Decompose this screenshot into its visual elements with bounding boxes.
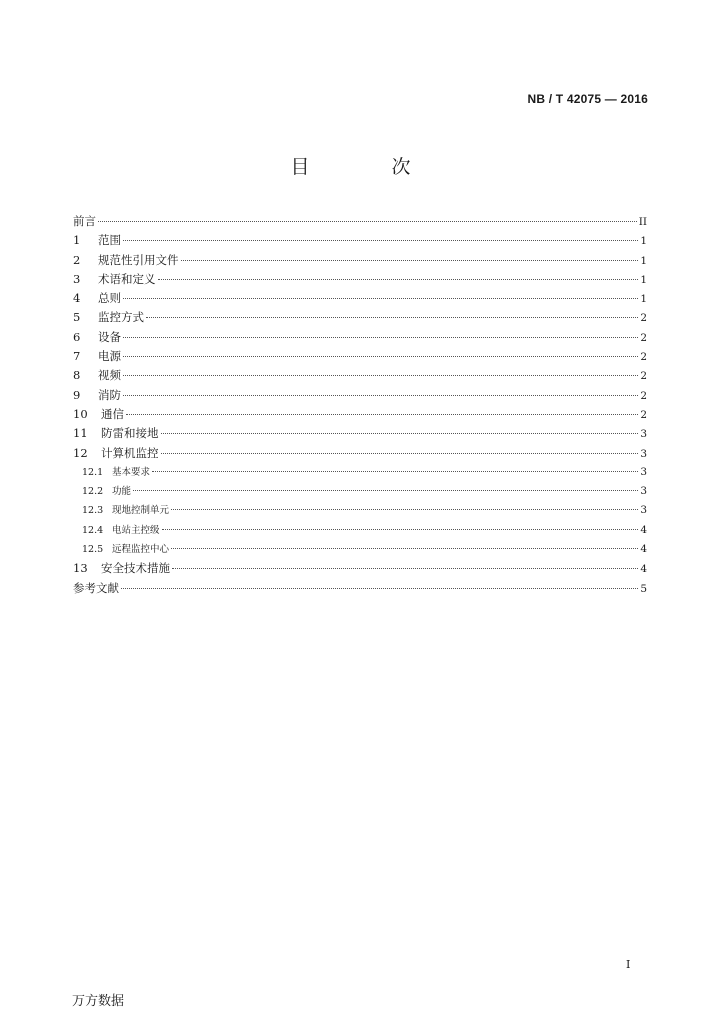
toc-leader	[161, 433, 639, 434]
toc-leader	[123, 298, 638, 299]
toc-number: 3	[73, 271, 81, 286]
toc-leader	[181, 260, 639, 261]
toc-number: 10	[73, 406, 88, 421]
toc-label: 前言	[73, 214, 96, 228]
toc-number: 12.4	[82, 524, 104, 536]
toc-page: 4	[640, 523, 647, 536]
toc-entry-12-4[interactable]	[73, 522, 647, 541]
toc-entry-5[interactable]	[73, 309, 647, 328]
toc-page: 1	[640, 254, 647, 267]
toc-leader	[161, 453, 639, 454]
toc-label: 功能	[112, 486, 132, 498]
toc-entry-10[interactable]	[73, 406, 647, 425]
toc-number: 6	[73, 329, 81, 344]
toc-entry-12-3[interactable]	[73, 502, 647, 521]
toc-number: 7	[73, 349, 81, 364]
toc-number: 13	[73, 561, 88, 576]
toc-number: 4	[73, 291, 81, 306]
toc-number: 12.5	[82, 544, 104, 556]
toc-label: 远程监控中心	[112, 544, 170, 556]
toc-leader	[171, 548, 638, 549]
toc-number: 9	[73, 387, 81, 402]
toc-entry-12[interactable]	[73, 445, 647, 464]
toc-page: 3	[640, 447, 647, 460]
toc-leader	[126, 414, 638, 415]
page-title: 目 次	[290, 156, 449, 178]
toc-number: 1	[73, 233, 81, 248]
toc-page: 3	[640, 504, 647, 517]
toc-label: 消防	[98, 387, 121, 402]
toc-entry-9[interactable]	[73, 387, 647, 406]
toc-number: 5	[73, 310, 81, 325]
toc-number: 12.2	[82, 486, 104, 498]
toc-number: 12	[73, 445, 88, 460]
toc-page: 4	[640, 543, 647, 556]
toc-entry-2[interactable]	[73, 252, 647, 271]
toc-label: 监控方式	[98, 310, 144, 325]
toc-page: 3	[640, 465, 647, 478]
toc-leader	[146, 317, 638, 318]
toc-entry-3[interactable]	[73, 271, 647, 290]
toc-label: 基本要求	[112, 466, 151, 478]
toc-page: 2	[640, 370, 647, 383]
toc-label: 规范性引用文件	[98, 252, 179, 267]
toc-number: 11	[73, 426, 88, 441]
toc-page: 1	[640, 293, 647, 306]
toc-leader	[123, 375, 638, 376]
toc-label: 术语和定义	[98, 271, 156, 286]
watermark-text: 万方数据	[72, 994, 125, 1009]
toc-entry-8[interactable]	[73, 367, 647, 386]
toc-label: 参考文献	[73, 580, 119, 595]
toc-label: 电源	[98, 349, 121, 364]
toc-number: 12.3	[82, 505, 104, 517]
toc-page: 4	[640, 563, 647, 576]
toc-leader	[123, 240, 638, 241]
toc-number: 12.1	[82, 466, 104, 478]
toc-entry-7[interactable]	[73, 348, 647, 367]
toc-page: 1	[640, 235, 647, 248]
toc-page: 1	[640, 273, 647, 286]
toc-number: 2	[73, 252, 81, 267]
toc-leader	[172, 568, 638, 569]
toc-entry-foreword[interactable]	[73, 213, 647, 232]
toc-entry-1[interactable]	[73, 232, 647, 251]
toc-leader	[162, 529, 638, 530]
toc-number: 8	[73, 368, 81, 383]
toc-leader	[123, 337, 638, 338]
toc-label: 通信	[101, 406, 124, 421]
toc-label: 现地控制单元	[112, 505, 170, 517]
toc-entry-11[interactable]	[73, 425, 647, 444]
toc-leader	[171, 509, 638, 510]
toc-label: 范围	[98, 233, 121, 248]
toc-entry-4[interactable]	[73, 290, 647, 309]
toc-label: 计算机监控	[101, 445, 159, 460]
toc-label: 电站主控级	[112, 524, 160, 536]
toc-page: 2	[640, 389, 647, 402]
toc-entry-12-1[interactable]	[73, 464, 647, 483]
toc-entry-references[interactable]	[73, 580, 647, 599]
toc-page: 2	[640, 351, 647, 364]
toc-label: 视频	[98, 368, 121, 383]
toc-leader	[158, 279, 639, 280]
toc-entry-6[interactable]	[73, 329, 647, 348]
toc-page: 5	[640, 582, 647, 595]
toc-label: 设备	[98, 329, 121, 344]
toc-label: 总则	[98, 291, 121, 306]
toc-label: 防雷和接地	[101, 426, 159, 441]
toc-page: 2	[640, 408, 647, 421]
toc-page: 3	[640, 428, 647, 441]
toc-label: 安全技术措施	[101, 561, 170, 576]
toc-page: II	[638, 216, 647, 228]
toc-page: 3	[640, 485, 647, 498]
toc-entry-12-5[interactable]	[73, 541, 647, 560]
toc-leader	[133, 490, 638, 491]
toc-entry-12-2[interactable]	[73, 483, 647, 502]
toc-leader	[123, 356, 638, 357]
toc-page: 2	[640, 331, 647, 344]
page-number: I	[626, 958, 631, 971]
table-of-contents	[73, 213, 647, 599]
toc-leader	[152, 471, 638, 472]
standard-code: NB / T 42075 — 2016	[527, 92, 648, 106]
toc-page: 2	[640, 312, 647, 325]
toc-entry-13[interactable]	[73, 560, 647, 579]
toc-leader	[123, 395, 638, 396]
toc-leader	[98, 221, 637, 222]
toc-leader	[121, 588, 638, 589]
